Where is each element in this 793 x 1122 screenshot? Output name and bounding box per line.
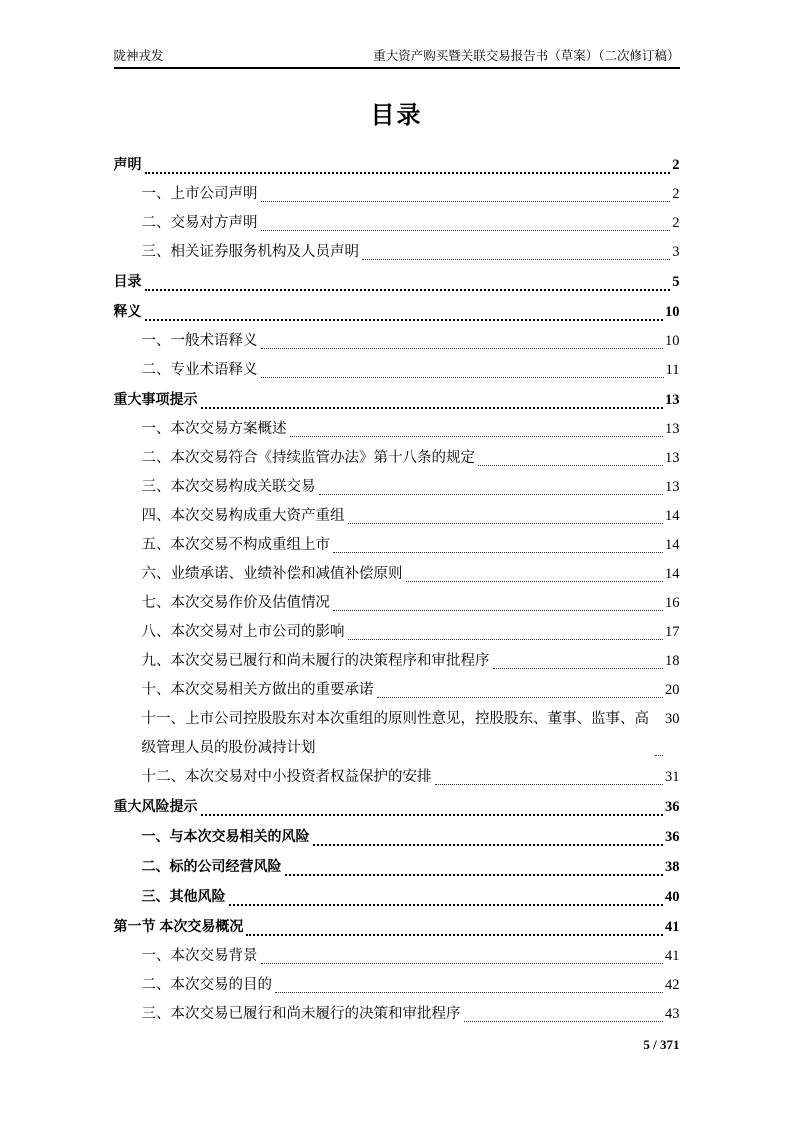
toc-entry-label[interactable]: 重大事项提示 (113, 391, 198, 408)
toc-dot-leader (229, 904, 664, 906)
toc-entry[interactable] (114, 502, 680, 531)
toc-entry[interactable] (114, 531, 680, 560)
toc-entry-label[interactable]: 十二、本次交易对中小投资者权益保护的安排 (141, 769, 432, 786)
toc-page-number[interactable]: 31 (665, 769, 680, 786)
toc-page-number[interactable]: 14 (665, 566, 680, 583)
document-header (114, 48, 680, 69)
toc-dot-leader (313, 844, 664, 846)
toc-page-number[interactable]: 20 (665, 682, 680, 699)
toc-dot-leader (435, 784, 664, 785)
toc-entry[interactable] (114, 385, 680, 415)
toc-dot-leader (261, 230, 671, 231)
toc-entry-label[interactable]: 一、上市公司声明 (141, 186, 258, 203)
toc-entry-label[interactable]: 三、相关证券服务机构及人员声明 (141, 244, 359, 261)
toc-dot-leader (362, 259, 670, 260)
toc-dot-leader (333, 552, 663, 553)
toc-dot-leader (145, 172, 671, 174)
toc-entry-label[interactable]: 三、本次交易已履行和尚未履行的决策和审批程序 (141, 1006, 461, 1023)
toc-dot-leader (201, 814, 664, 816)
toc-entry[interactable] (114, 912, 680, 942)
toc-page-number[interactable]: 13 (665, 421, 680, 438)
toc-page-number[interactable]: 42 (665, 977, 680, 994)
toc-entry[interactable] (114, 676, 680, 705)
toc-entry[interactable] (114, 209, 680, 238)
toc-dot-leader (261, 377, 664, 378)
toc-entry-label[interactable]: 四、本次交易构成重大资产重组 (141, 508, 345, 525)
toc-dot-leader (319, 494, 664, 495)
toc-page-number[interactable]: 36 (665, 829, 680, 846)
toc-dot-leader (464, 1021, 664, 1022)
toc-dot-leader (246, 934, 663, 936)
toc-entry-label[interactable]: 一、与本次交易相关的风险 (141, 828, 310, 845)
toc-page-number[interactable]: 43 (665, 1006, 680, 1023)
toc-page-number[interactable]: 13 (665, 450, 680, 467)
toc-dot-leader (290, 436, 664, 437)
toc-entry[interactable] (114, 971, 680, 1000)
toc-page-number[interactable]: 36 (665, 799, 680, 816)
toc-dot-leader (261, 348, 664, 349)
toc-page-number[interactable]: 14 (665, 537, 680, 554)
toc-entry[interactable] (114, 356, 680, 385)
toc-dot-leader (275, 992, 663, 993)
toc-entry-label[interactable]: 八、本次交易对上市公司的影响 (141, 624, 345, 641)
page-indicator: 5 / 371 (643, 1037, 680, 1053)
toc-entry-label[interactable]: 二、专业术语释义 (141, 362, 258, 379)
toc-entry-label[interactable]: 目录 (113, 273, 142, 290)
toc-entry[interactable] (114, 792, 680, 822)
toc-entry[interactable] (114, 267, 680, 297)
toc-entry[interactable] (114, 942, 680, 971)
toc-entry[interactable] (114, 618, 680, 647)
toc-dot-leader (261, 201, 671, 202)
toc-page-number[interactable]: 5 (672, 274, 680, 291)
toc-entry-label[interactable]: 五、本次交易不构成重组上市 (141, 537, 330, 554)
toc-page-number[interactable]: 2 (672, 186, 680, 203)
toc-dot-leader (655, 755, 663, 756)
toc-page-number[interactable]: 13 (665, 479, 680, 496)
toc-page-number[interactable]: 41 (665, 948, 680, 965)
toc-entry[interactable] (114, 473, 680, 502)
toc-entry-label[interactable]: 一、本次交易方案概述 (141, 421, 287, 438)
toc-entry[interactable] (114, 560, 680, 589)
toc-dot-leader (145, 319, 664, 321)
page-title: 目录 (370, 102, 423, 130)
toc-dot-leader (333, 610, 663, 611)
toc-entry[interactable] (114, 444, 680, 473)
header-report-title: 重大资产购买暨关联交易报告书（草案）（二次修订稿） (373, 49, 680, 63)
toc-entry[interactable] (114, 327, 680, 356)
toc-entry[interactable] (114, 180, 680, 209)
toc-page-number[interactable]: 13 (665, 392, 680, 409)
toc-page-number[interactable]: 40 (665, 889, 680, 906)
toc-page-number[interactable]: 2 (672, 157, 680, 174)
toc-page-number[interactable]: 10 (665, 333, 680, 350)
toc-entry-label[interactable]: 七、本次交易作价及估值情况 (141, 595, 330, 612)
toc-dot-leader (377, 697, 664, 698)
toc-entry[interactable] (114, 647, 680, 676)
toc-entry-label[interactable]: 九、本次交易已履行和尚未履行的决策程序和审批程序 (141, 653, 490, 670)
toc-entry-label[interactable]: 二、标的公司经营风险 (141, 858, 282, 875)
toc-entry-label[interactable]: 二、本次交易符合《持续监管办法》第十八条的规定 (141, 450, 475, 467)
toc-entry[interactable] (114, 822, 680, 852)
toc-entry-label[interactable]: 重大风险提示 (113, 798, 198, 815)
toc-dot-leader (285, 874, 664, 876)
toc-page-number[interactable]: 14 (665, 508, 680, 525)
toc-page-number[interactable]: 30 (665, 711, 680, 728)
toc-entry-label[interactable]: 第一节 本次交易概况 (113, 918, 244, 935)
toc-dot-leader (478, 465, 663, 466)
toc-page-number[interactable]: 41 (665, 919, 680, 936)
toc-entry-label[interactable]: 六、业绩承诺、业绩补偿和减值补偿原则 (141, 566, 403, 583)
toc-page-number[interactable]: 18 (665, 653, 680, 670)
toc-entry-label[interactable]: 一、一般术语释义 (141, 333, 258, 350)
toc-dot-leader (201, 407, 664, 409)
toc-list (114, 150, 680, 1029)
toc-dot-leader (348, 523, 664, 524)
toc-page-number[interactable]: 38 (665, 859, 680, 876)
toc-entry-label[interactable]: 十一、上市公司控股股东对本次重组的原则性意见，控股股东、董事、监事、高级管理人员的股份减持计划 (141, 711, 649, 757)
toc-entry[interactable] (114, 150, 680, 180)
toc-dot-leader (261, 963, 664, 964)
toc-entry[interactable] (114, 763, 680, 792)
toc-entry[interactable] (114, 852, 680, 882)
toc-entry[interactable] (114, 589, 680, 618)
toc-page-number[interactable]: 11 (665, 362, 680, 379)
header-company-name: 陇神戎发 (113, 49, 164, 63)
toc-page-number[interactable]: 16 (665, 595, 680, 612)
toc-entry[interactable] (114, 1000, 680, 1029)
toc-entry-label[interactable]: 二、交易对方声明 (141, 215, 258, 232)
toc-entry[interactable] (114, 705, 680, 763)
toc-dot-leader (348, 639, 664, 640)
toc-dot-leader (493, 668, 664, 669)
toc-entry[interactable] (114, 297, 680, 327)
toc-entry-label[interactable]: 释义 (113, 303, 142, 320)
toc-entry-label[interactable]: 十、本次交易相关方做出的重要承诺 (141, 682, 374, 699)
toc-page-number[interactable]: 17 (665, 624, 680, 641)
toc-page-number[interactable]: 3 (672, 244, 680, 261)
toc-entry-label[interactable]: 一、本次交易背景 (141, 948, 258, 965)
toc-dot-leader (406, 581, 664, 582)
page-content (114, 0, 680, 1053)
toc-page-number[interactable]: 10 (665, 304, 680, 321)
toc-entry-label[interactable]: 二、本次交易的目的 (141, 977, 272, 994)
toc-entry[interactable] (114, 415, 680, 444)
toc-entry-label[interactable]: 声明 (113, 156, 142, 173)
toc-page-number[interactable]: 2 (672, 215, 680, 232)
toc-entry-label[interactable]: 三、其他风险 (141, 888, 226, 905)
toc-entry[interactable] (114, 238, 680, 267)
toc-entry[interactable] (114, 882, 680, 912)
toc-entry-label[interactable]: 三、本次交易构成关联交易 (141, 479, 316, 496)
toc-dot-leader (145, 289, 671, 291)
